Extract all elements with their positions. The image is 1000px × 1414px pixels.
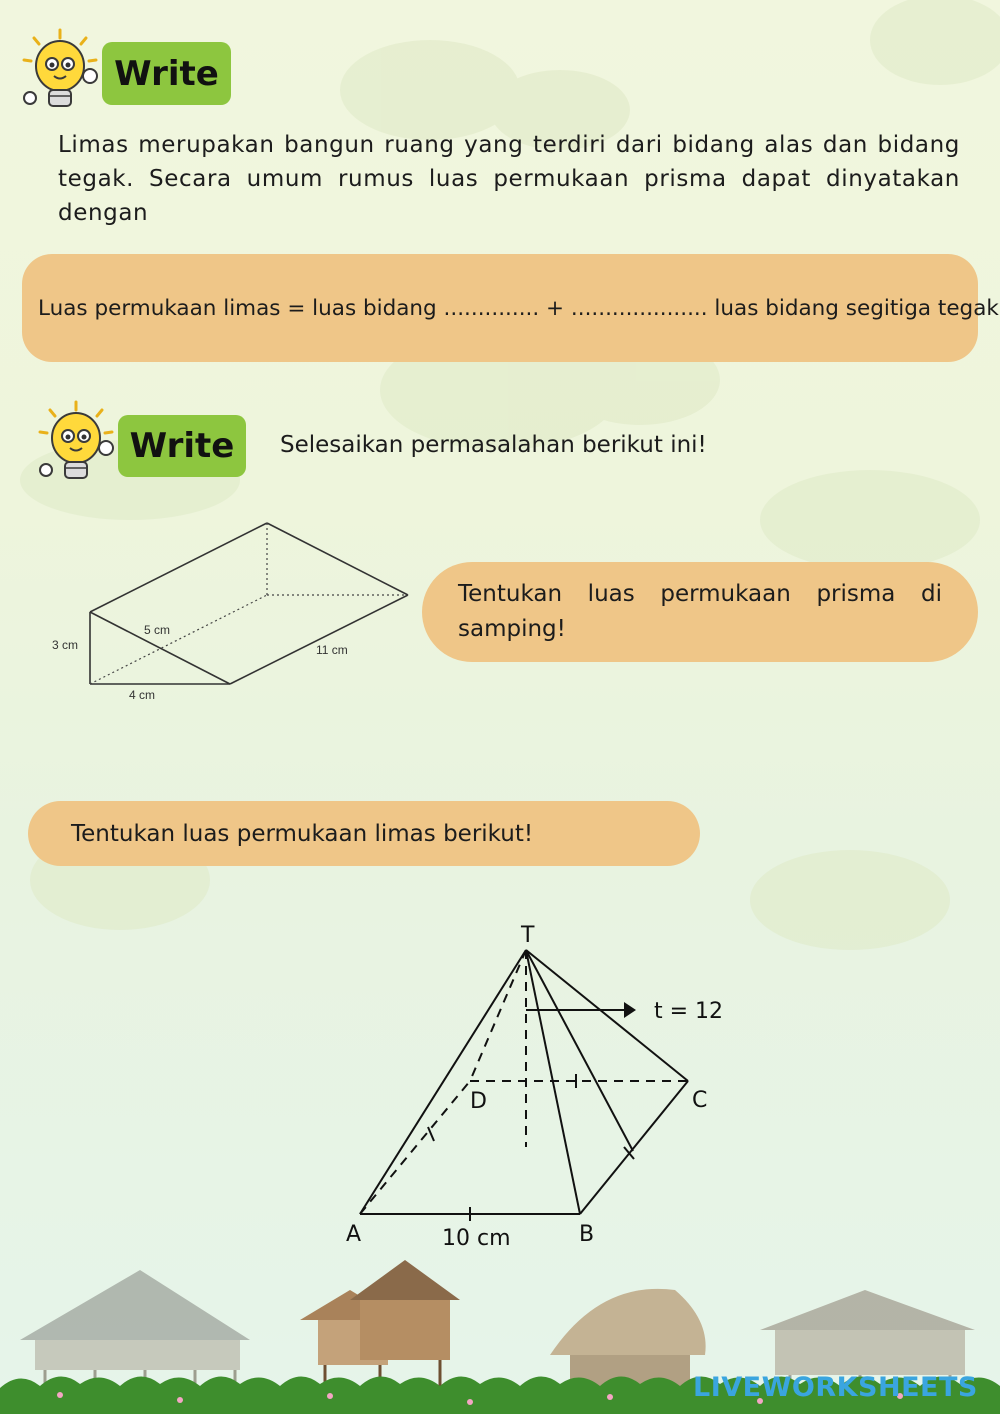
task1-text: Tentukan luas permukaan prisma di samping! <box>458 581 942 642</box>
prism-label-hypotenuse: 5 cm <box>144 623 171 637</box>
task2-text: Tentukan luas permukaan limas berikut! <box>71 820 534 847</box>
task1-box <box>422 562 978 662</box>
lightbulb-mascot-icon <box>36 400 118 484</box>
prism-label-base: 4 cm <box>129 688 156 702</box>
prism-figure <box>40 515 420 710</box>
lightbulb-mascot-icon <box>20 28 102 112</box>
pyramid-base-label: 10 cm <box>442 1226 511 1251</box>
task2-box <box>28 801 700 866</box>
formula-box <box>22 254 999 362</box>
pyramid-figure <box>330 915 750 1255</box>
intro-paragraph: Limas merupakan bangun ruang yang terdiri dari bidang alas dan bidang tegak. Secara umum rumus luas permukaan prisma dapat dinyatakan dengan <box>58 132 960 226</box>
prism-label-length: 11 cm <box>316 643 348 657</box>
pyramid-apex-label: T <box>521 923 535 948</box>
prism-label-height: 3 cm <box>52 638 79 652</box>
pyramid-vertex-a: A <box>346 1222 362 1247</box>
pyramid-vertex-d: D <box>470 1089 487 1114</box>
write-badge: Write <box>102 42 231 105</box>
instruction-text: Selesaikan permasalahan berikut ini! <box>280 432 707 458</box>
formula-text: Luas permukaan limas = luas bidang .............. + .................... luas bidang segitiga tegak <box>38 295 999 321</box>
pyramid-vertex-c: C <box>692 1088 708 1113</box>
write-badge: Write <box>118 415 246 477</box>
pyramid-height-label: t = 12 <box>654 999 724 1024</box>
pyramid-vertex-b: B <box>579 1222 595 1247</box>
liveworksheets-logo[interactable]: LIVEWORKSHEETS <box>693 1372 978 1403</box>
